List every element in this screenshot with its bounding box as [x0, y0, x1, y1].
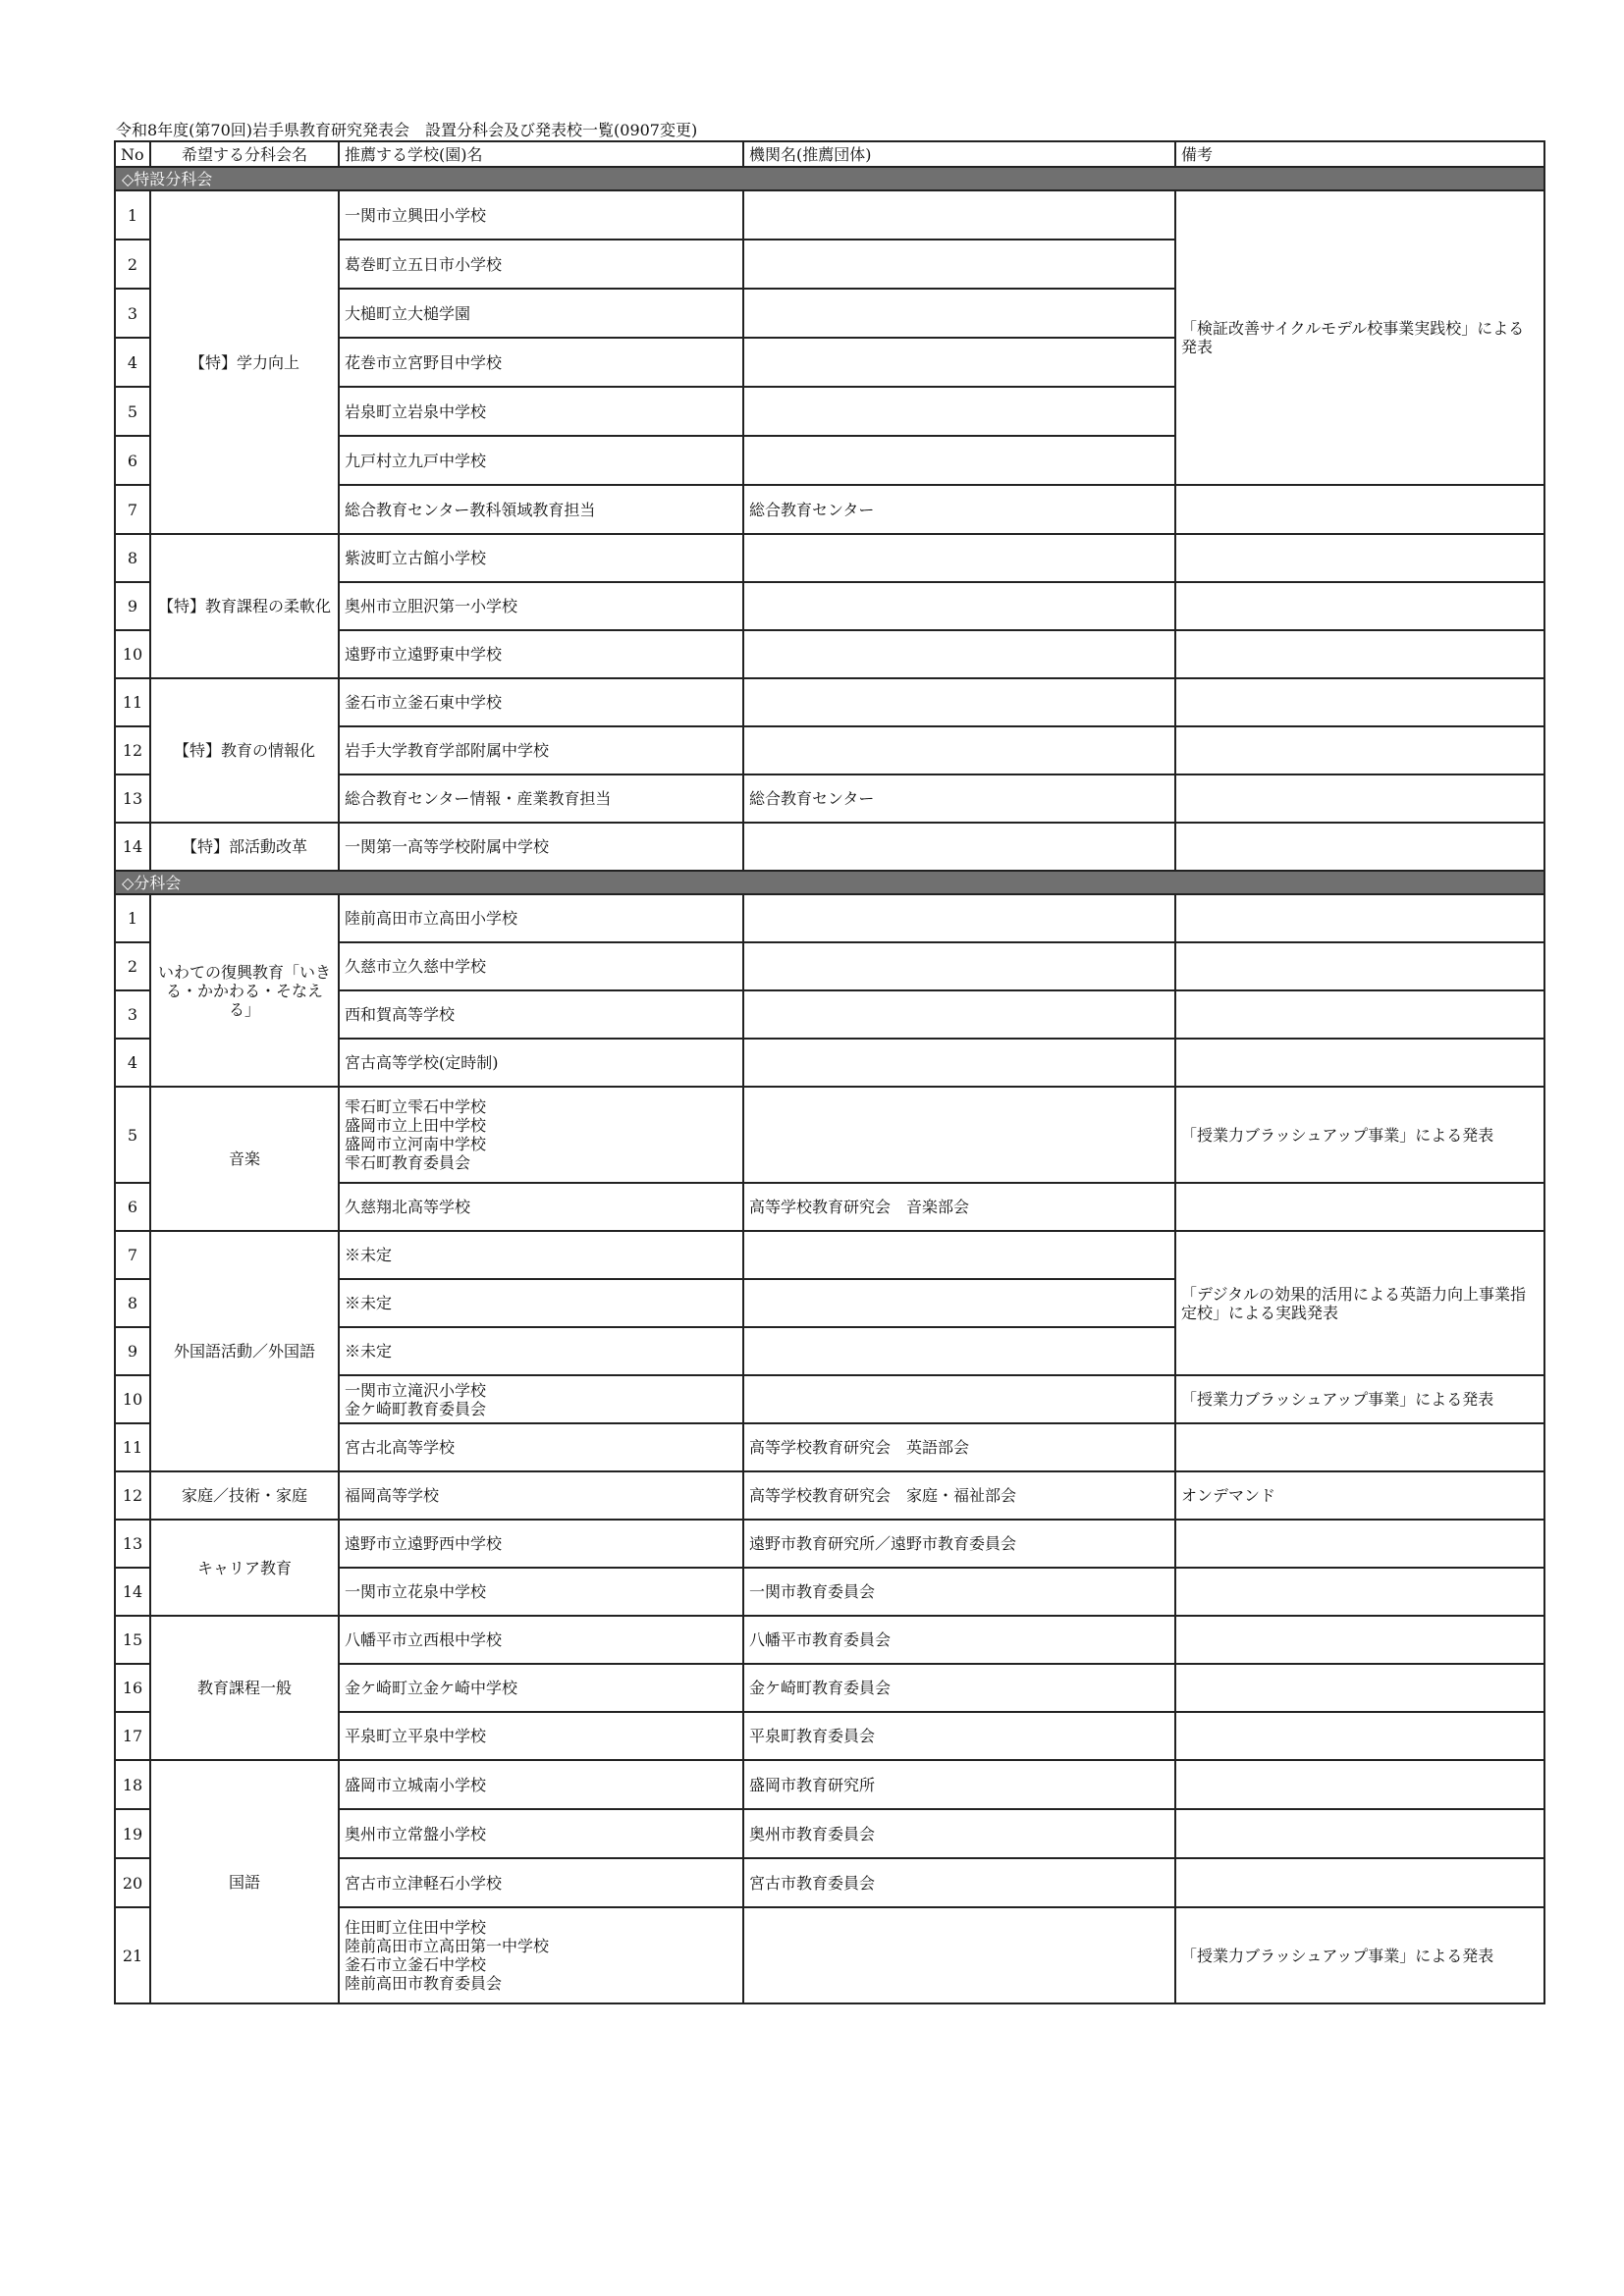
- school-line: 葛巻町立五日市小学校: [345, 254, 503, 274]
- school-line: 雫石町立雫石中学校: [345, 1097, 487, 1116]
- remarks-cell: [1175, 582, 1544, 630]
- school-name: [339, 774, 743, 823]
- remarks-cell: [1175, 1616, 1544, 1664]
- school-line: 盛岡市立上田中学校: [345, 1116, 487, 1135]
- row-number: 1: [115, 190, 150, 240]
- remarks-cell: [1175, 942, 1544, 990]
- school-line: 金ケ崎町立金ケ崎中学校: [345, 1679, 518, 1697]
- remarks-cell: 「授業力ブラッシュアップ事業」による発表: [1175, 1375, 1544, 1423]
- row-number: 5: [115, 1087, 150, 1183]
- school-line: 宮古高等学校(定時制): [345, 1053, 499, 1072]
- division-name: キャリア教育: [150, 1520, 339, 1616]
- header-school: 推薦する学校(園)名: [339, 141, 743, 167]
- row-number: 10: [115, 1375, 150, 1423]
- row-number: 8: [115, 534, 150, 582]
- school-name: [339, 1907, 743, 2003]
- school-line: 福岡高等学校: [345, 1486, 440, 1505]
- division-name: 【特】学力向上: [150, 190, 339, 534]
- organization-name: [743, 1375, 1175, 1423]
- organization-name: 一関市教育委員会: [743, 1568, 1175, 1616]
- school-name: [339, 942, 743, 990]
- row-number: 18: [115, 1760, 150, 1809]
- organization-name: [743, 942, 1175, 990]
- row-number: 4: [115, 1039, 150, 1087]
- school-name: [339, 1616, 743, 1664]
- table-row: [115, 823, 1544, 871]
- table-row: [115, 894, 1544, 942]
- school-line: 一関第一高等学校附属中学校: [345, 837, 550, 856]
- school-name: [339, 338, 743, 387]
- row-number: 14: [115, 823, 150, 871]
- organization-name: 総合教育センター: [743, 485, 1175, 534]
- organization-name: [743, 1231, 1175, 1279]
- table-row: [115, 678, 1544, 726]
- remarks-cell: [1175, 1760, 1544, 1809]
- division-name: 外国語活動／外国語: [150, 1231, 339, 1471]
- school-name: [339, 678, 743, 726]
- school-name: [339, 1712, 743, 1760]
- school-name: [339, 534, 743, 582]
- row-number: 17: [115, 1712, 150, 1760]
- school-name: [339, 1568, 743, 1616]
- table-row: [115, 1471, 1544, 1520]
- row-number: 11: [115, 1423, 150, 1471]
- organization-name: [743, 240, 1175, 289]
- organization-name: [743, 289, 1175, 338]
- school-name: [339, 387, 743, 436]
- remarks-cell: [1175, 990, 1544, 1039]
- school-name: [339, 190, 743, 240]
- school-line: 遠野市立遠野東中学校: [345, 645, 503, 664]
- organization-name: [743, 436, 1175, 485]
- organization-name: [743, 534, 1175, 582]
- school-line: 遠野市立遠野西中学校: [345, 1534, 503, 1553]
- school-line: 釜石市立釜石中学校: [345, 1955, 487, 1974]
- remarks-cell: [1175, 630, 1544, 678]
- school-line: 一関市立滝沢小学校: [345, 1380, 487, 1400]
- organization-name: [743, 1907, 1175, 2003]
- remarks-cell: [1175, 823, 1544, 871]
- section-label: ◇特設分科会: [115, 167, 1544, 190]
- section-header-row: [115, 167, 1544, 190]
- division-name: 【特】部活動改革: [150, 823, 339, 871]
- row-number: 21: [115, 1907, 150, 2003]
- remarks-cell: [1175, 1858, 1544, 1907]
- organization-name: 奥州市教育委員会: [743, 1809, 1175, 1858]
- school-name: [339, 1231, 743, 1279]
- remarks-cell: [1175, 1568, 1544, 1616]
- school-line: 総合教育センター教科領域教育担当: [345, 500, 596, 519]
- organization-name: 遠野市教育研究所／遠野市教育委員会: [743, 1520, 1175, 1568]
- school-name: [339, 1375, 743, 1423]
- school-name: [339, 630, 743, 678]
- division-name: 国語: [150, 1760, 339, 2003]
- remarks-cell: オンデマンド: [1175, 1471, 1544, 1520]
- school-line: 盛岡市立城南小学校: [345, 1775, 487, 1794]
- remarks-cell: [1175, 678, 1544, 726]
- table-row: [115, 1087, 1544, 1183]
- page-title: 令和8年度(第70回)岩手県教育研究発表会 設置分科会及び発表校一覧(0907変更): [116, 121, 698, 139]
- remarks-cell: 「デジタルの効果的活用による英語力向上事業指定校」による実践発表: [1175, 1231, 1544, 1375]
- school-line: 大槌町立大槌学園: [345, 303, 471, 323]
- organization-name: [743, 582, 1175, 630]
- school-name: [339, 240, 743, 289]
- organization-name: 平泉町教育委員会: [743, 1712, 1175, 1760]
- school-name: [339, 436, 743, 485]
- school-name: [339, 1760, 743, 1809]
- row-number: 16: [115, 1664, 150, 1712]
- presentation-table: [114, 140, 1545, 2004]
- division-name: 【特】教育の情報化: [150, 678, 339, 823]
- remarks-cell: [1175, 1809, 1544, 1858]
- header-remarks: 備考: [1175, 141, 1544, 167]
- organization-name: [743, 1087, 1175, 1183]
- school-line: 奥州市立常盤小学校: [345, 1824, 487, 1843]
- remarks-cell: [1175, 726, 1544, 774]
- school-line: 釜石市立釜石東中学校: [345, 693, 503, 712]
- row-number: 9: [115, 582, 150, 630]
- school-line: 住田町立住田中学校: [345, 1918, 487, 1937]
- organization-name: [743, 678, 1175, 726]
- school-line: 久慈市立久慈中学校: [345, 957, 487, 976]
- organization-name: [743, 990, 1175, 1039]
- remarks-cell: [1175, 1423, 1544, 1471]
- school-name: [339, 485, 743, 534]
- organization-name: 八幡平市教育委員会: [743, 1616, 1175, 1664]
- organization-name: 宮古市教育委員会: [743, 1858, 1175, 1907]
- school-name: [339, 726, 743, 774]
- header-no: No: [115, 141, 150, 167]
- school-name: [339, 1327, 743, 1375]
- school-line: 花巻市立宮野目中学校: [345, 352, 503, 372]
- table-row: [115, 1760, 1544, 1809]
- school-name: [339, 1809, 743, 1858]
- organization-name: [743, 387, 1175, 436]
- row-number: 2: [115, 240, 150, 289]
- row-number: 15: [115, 1616, 150, 1664]
- organization-name: [743, 1039, 1175, 1087]
- organization-name: 盛岡市教育研究所: [743, 1760, 1175, 1809]
- organization-name: [743, 338, 1175, 387]
- remarks-cell: 「検証改善サイクルモデル校事業実践校」による発表: [1175, 190, 1544, 485]
- school-line: 雫石町教育委員会: [345, 1153, 471, 1172]
- row-number: 3: [115, 990, 150, 1039]
- school-name: [339, 1423, 743, 1471]
- organization-name: 高等学校教育研究会 家庭・福祉部会: [743, 1471, 1175, 1520]
- remarks-cell: [1175, 1712, 1544, 1760]
- school-line: 久慈翔北高等学校: [345, 1198, 471, 1216]
- table-row: [115, 1520, 1544, 1568]
- row-number: 14: [115, 1568, 150, 1616]
- remarks-cell: [1175, 485, 1544, 534]
- school-line: ※未定: [345, 1342, 393, 1361]
- school-line: 金ケ崎町教育委員会: [345, 1399, 487, 1418]
- table-row: [115, 534, 1544, 582]
- school-line: 陸前高田市立高田第一中学校: [345, 1937, 550, 1955]
- row-number: 4: [115, 338, 150, 387]
- school-name: [339, 1039, 743, 1087]
- row-number: 11: [115, 678, 150, 726]
- division-name: 【特】教育課程の柔軟化: [150, 534, 339, 678]
- organization-name: [743, 1279, 1175, 1327]
- row-number: 13: [115, 774, 150, 823]
- school-line: 一関市立興田小学校: [345, 205, 487, 225]
- school-line: 陸前高田市立高田小学校: [345, 909, 518, 928]
- section-label: ◇分科会: [115, 871, 1544, 894]
- remarks-cell: [1175, 1664, 1544, 1712]
- remarks-cell: [1175, 1183, 1544, 1231]
- organization-name: 高等学校教育研究会 英語部会: [743, 1423, 1175, 1471]
- header-org: 機関名(推薦団体): [743, 141, 1175, 167]
- school-line: 岩泉町立岩泉中学校: [345, 401, 487, 421]
- remarks-cell: [1175, 894, 1544, 942]
- row-number: 19: [115, 1809, 150, 1858]
- organization-name: 総合教育センター: [743, 774, 1175, 823]
- row-number: 7: [115, 1231, 150, 1279]
- organization-name: 高等学校教育研究会 音楽部会: [743, 1183, 1175, 1231]
- row-number: 10: [115, 630, 150, 678]
- school-line: 総合教育センター情報・産業教育担当: [345, 789, 612, 808]
- table-row: [115, 190, 1544, 240]
- school-name: [339, 1664, 743, 1712]
- school-line: 九戸村立九戸中学校: [345, 451, 487, 470]
- school-line: 宮古市立津軽石小学校: [345, 1873, 503, 1893]
- section-header-row: [115, 871, 1544, 894]
- row-number: 20: [115, 1858, 150, 1907]
- division-name: いわての復興教育「いきる・かかわる・そなえる」: [150, 894, 339, 1087]
- division-name: 家庭／技術・家庭: [150, 1471, 339, 1520]
- remarks-cell: [1175, 534, 1544, 582]
- row-number: 12: [115, 1471, 150, 1520]
- row-number: 3: [115, 289, 150, 338]
- school-name: [339, 582, 743, 630]
- school-line: 西和賀高等学校: [345, 1005, 456, 1024]
- school-line: 平泉町立平泉中学校: [345, 1727, 487, 1745]
- school-name: [339, 1520, 743, 1568]
- school-line: 盛岡市立河南中学校: [345, 1135, 487, 1153]
- row-number: 6: [115, 436, 150, 485]
- school-line: ※未定: [345, 1246, 393, 1264]
- school-line: 一関市立花泉中学校: [345, 1582, 487, 1601]
- row-number: 5: [115, 387, 150, 436]
- table-row: [115, 1616, 1544, 1664]
- division-name: 教育課程一般: [150, 1616, 339, 1760]
- remarks-cell: 「授業力ブラッシュアップ事業」による発表: [1175, 1907, 1544, 2003]
- school-name: [339, 823, 743, 871]
- school-line: 宮古北高等学校: [345, 1438, 456, 1457]
- remarks-cell: [1175, 1039, 1544, 1087]
- remarks-cell: [1175, 774, 1544, 823]
- school-line: 岩手大学教育学部附属中学校: [345, 741, 550, 760]
- school-name: [339, 289, 743, 338]
- school-name: [339, 990, 743, 1039]
- header-row: [115, 141, 1544, 167]
- row-number: 13: [115, 1520, 150, 1568]
- school-line: 八幡平市立西根中学校: [345, 1630, 503, 1649]
- row-number: 9: [115, 1327, 150, 1375]
- organization-name: [743, 190, 1175, 240]
- school-name: [339, 894, 743, 942]
- header-division: 希望する分科会名: [150, 141, 339, 167]
- row-number: 6: [115, 1183, 150, 1231]
- remarks-cell: 「授業力ブラッシュアップ事業」による発表: [1175, 1087, 1544, 1183]
- school-line: 紫波町立古館小学校: [345, 549, 487, 567]
- organization-name: 金ケ崎町教育委員会: [743, 1664, 1175, 1712]
- school-name: [339, 1087, 743, 1183]
- school-line: 陸前高田市教育委員会: [345, 1974, 503, 1993]
- school-name: [339, 1183, 743, 1231]
- school-name: [339, 1858, 743, 1907]
- organization-name: [743, 726, 1175, 774]
- division-name: 音楽: [150, 1087, 339, 1231]
- school-name: [339, 1471, 743, 1520]
- remarks-cell: [1175, 1520, 1544, 1568]
- table-row: [115, 1231, 1544, 1279]
- school-name: [339, 1279, 743, 1327]
- organization-name: [743, 823, 1175, 871]
- organization-name: [743, 1327, 1175, 1375]
- school-line: ※未定: [345, 1294, 393, 1312]
- row-number: 2: [115, 942, 150, 990]
- organization-name: [743, 894, 1175, 942]
- row-number: 7: [115, 485, 150, 534]
- row-number: 8: [115, 1279, 150, 1327]
- row-number: 1: [115, 894, 150, 942]
- school-line: 奥州市立胆沢第一小学校: [345, 597, 518, 615]
- row-number: 12: [115, 726, 150, 774]
- organization-name: [743, 630, 1175, 678]
